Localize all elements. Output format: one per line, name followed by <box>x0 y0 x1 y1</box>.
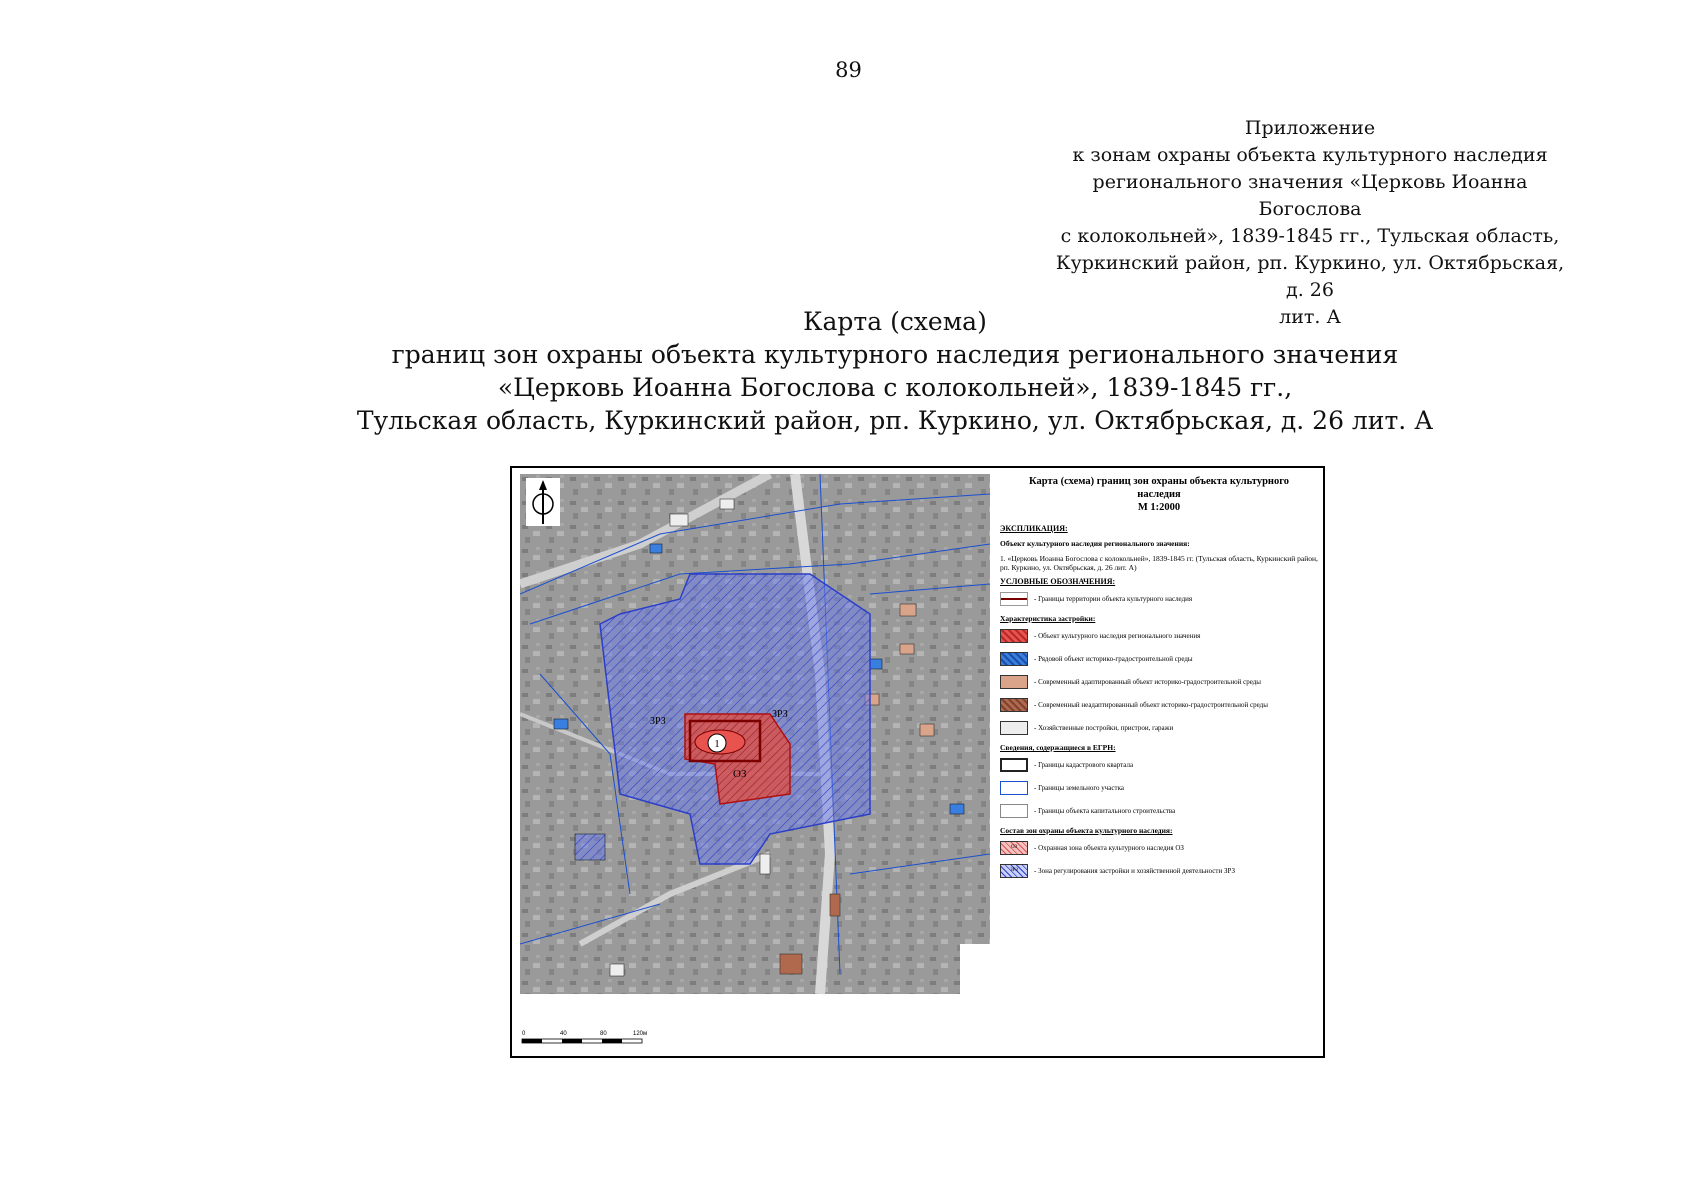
legend-row <box>1000 626 1318 646</box>
legend-label: - Границы территории объекта культурного наследия <box>1034 594 1193 603</box>
map-legend <box>1000 475 1318 881</box>
title-line: границ зон охраны объекта культурного наследия регионального значения <box>391 340 1399 369</box>
legend-row <box>1000 755 1318 775</box>
appendix-line: с колокольней», 1839-1845 гг., Тульская область, <box>1060 225 1560 247</box>
scale-tick: 0 <box>522 1031 526 1037</box>
title-line: «Церковь Иоанна Богослова с колокольней», 1839-1845 гг., <box>497 373 1293 402</box>
scale-tick: 40 <box>560 1031 567 1037</box>
legend-label: - Охранная зона объекта культурного наследия ОЗ <box>1034 843 1184 852</box>
legend-scale: М 1:2000 <box>1137 502 1181 513</box>
cadastral-quarter-swatch <box>1000 758 1028 772</box>
north-arrow-icon <box>526 478 560 526</box>
title-line: Тульская область, Куркинский район, рп. Куркино, ул. Октябрьская, д. 26 лит. А <box>356 406 1434 435</box>
oz-label: ОЗ <box>733 768 747 780</box>
legend-row <box>1000 589 1318 609</box>
legend-label: - Зона регулирования застройки и хозяйственной деятельности ЗРЗ <box>1034 866 1235 875</box>
appendix-line: регионального значения «Церковь Иоанна Богослова <box>1092 171 1528 220</box>
object-description: 1. «Церковь Иоанна Богослова с колокольней», 1839-1845 гг. (Тульская область, Куркинский район, рп. Куркино, ул. Октябрьская, д. 26 лит. А) <box>1000 554 1318 572</box>
legend-row <box>1000 695 1318 715</box>
legend-title-line: наследия <box>1137 489 1181 500</box>
legend-row <box>1000 801 1318 821</box>
legend-label: - Границы кадастрового квартала <box>1034 760 1134 769</box>
legend-label: - Рядовой объект историко-градостроительной среды <box>1034 654 1193 663</box>
scale-tick: 120м <box>633 1031 648 1037</box>
object-heading: Объект культурного наследия регионального значения: <box>1000 539 1190 548</box>
zones-heading: Состав зон охраны объекта культурного наследия: <box>1000 826 1173 835</box>
zrz-swatch: ЗРЗ <box>1000 864 1028 878</box>
capital-object-swatch <box>1000 804 1028 818</box>
legend-label: - Границы объекта капитального строительства <box>1034 806 1176 815</box>
scale-tick: 80 <box>600 1031 607 1037</box>
legend-row <box>1000 861 1318 881</box>
appendix-line: Приложение <box>1244 117 1376 139</box>
legend-row <box>1000 672 1318 692</box>
egrn-heading: Сведения, содержащиеся в ЕГРН: <box>1000 743 1116 752</box>
ordinary-swatch <box>1000 652 1028 666</box>
legend-label: - Хозяйственные постройки, пристрои, гаражи <box>1034 723 1174 732</box>
object-label: 1 <box>714 738 720 750</box>
scale-bar <box>520 1028 650 1054</box>
title-line: Карта (схема) <box>803 307 987 336</box>
aerial-map <box>520 474 1000 1034</box>
heritage-swatch <box>1000 629 1028 643</box>
appendix-line: Куркинский район, рп. Куркино, ул. Октябрьская, д. 26 <box>1055 252 1565 301</box>
buildings-heading: Характеристика застройки: <box>1000 614 1096 623</box>
appendix-note <box>1050 115 1570 331</box>
zrz-label-left: ЗРЗ <box>650 716 666 727</box>
legend-label: - Современный адаптированный объект историко-градостроительной среды <box>1034 677 1262 686</box>
appendix-line: лит. А <box>1279 306 1341 328</box>
oz-swatch: ОЗ <box>1000 841 1028 855</box>
legend-label: - Объект культурного наследия регионального значения <box>1034 631 1201 640</box>
appendix-line: к зонам охраны объекта культурного наследия <box>1072 144 1548 166</box>
adapted-swatch <box>1000 675 1028 689</box>
document-title <box>0 305 1697 437</box>
legend-row <box>1000 778 1318 798</box>
conventions-heading: УСЛОВНЫЕ ОБОЗНАЧЕНИЯ: <box>1000 577 1116 586</box>
zrz-label-right: ЗРЗ <box>772 709 788 720</box>
page-number: 89 <box>835 58 862 82</box>
legend-label: - Границы земельного участка <box>1034 783 1124 792</box>
legend-row <box>1000 838 1318 858</box>
nonadapted-swatch <box>1000 698 1028 712</box>
legend-row <box>1000 718 1318 738</box>
legend-title-line: Карта (схема) границ зон охраны объекта культурного <box>1029 476 1289 487</box>
boundary-swatch <box>1000 592 1028 606</box>
legend-row <box>1000 649 1318 669</box>
legend-label: - Современный неадаптированный объект историко-градостроительной среды <box>1034 700 1268 709</box>
map-frame <box>510 466 1325 1058</box>
explication-heading: ЭКСПЛИКАЦИЯ: <box>1000 524 1068 533</box>
land-plot-swatch <box>1000 781 1028 795</box>
outbuilding-swatch <box>1000 721 1028 735</box>
